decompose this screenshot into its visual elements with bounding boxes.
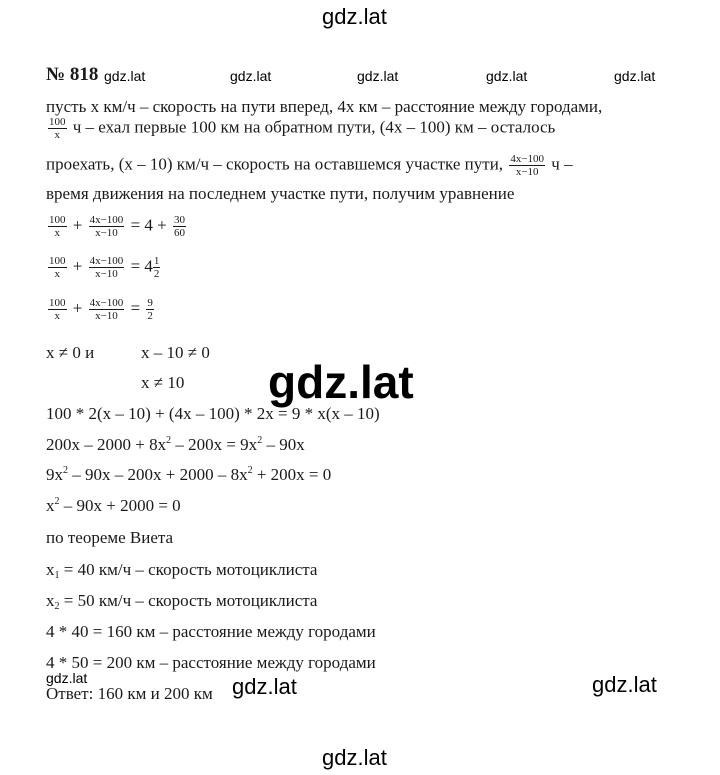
watermark-row-5: gdz.lat: [614, 68, 656, 84]
condition-x-nonzero: x ≠ 0 и: [46, 343, 95, 362]
text-line-1: пусть x км/ч – скорость на пути вперед, 4x км – расстояние между городами,: [46, 97, 603, 116]
watermark-row-1: gdz.lat: [104, 68, 146, 84]
text-line-2: $\frac{100}{x}$ ч – ехал первые 100 км на обратном пути, (4x – 100) км – осталось: [49, 116, 556, 141]
equation-multiplied: 100 * 2(x – 10) + (4x – 100) * 2x = 9 * x(x – 10): [46, 404, 380, 423]
root-x2: $x_2 = 50$ км/ч – скорость мотоциклиста: [46, 591, 318, 612]
equation-quadratic: $x^2 - 90x + 2000 = 0$: [46, 496, 181, 515]
watermark-top: gdz.lat: [322, 4, 387, 29]
watermark-bottom-mid: gdz.lat: [232, 674, 297, 699]
watermark-row-4: gdz.lat: [486, 68, 528, 84]
equation-1: $\frac{100}{x}$ + $\frac{4x-100}{x-10}$ = 4 + $\frac{30}{60}$: [49, 214, 185, 239]
equation-3: $\frac{100}{x}$ + $\frac{4x-100}{x-10}$ = $\frac{9}{2}$: [49, 297, 153, 322]
fraction-100-over-x: $\frac{100}{x}$: [49, 116, 66, 141]
watermark-bottom-right: gdz.lat: [592, 672, 657, 697]
watermark-row-2: gdz.lat: [230, 68, 272, 84]
condition-x-not-10: x ≠ 10: [141, 373, 185, 392]
watermark-bottom-left-small: gdz.lat: [46, 670, 88, 686]
watermark-center: gdz.lat: [268, 356, 414, 408]
watermark-row-3: gdz.lat: [357, 68, 399, 84]
text-line-4: время движения на последнем участке пути, получим уравнение: [46, 184, 515, 203]
vieta-theorem: по теореме Виета: [46, 528, 174, 547]
distance-2: 4 * 50 = 200 км – расстояние между городами: [46, 653, 376, 672]
answer: Ответ: 160 км и 200 км: [46, 684, 213, 703]
watermark-footer: gdz.lat: [322, 745, 387, 770]
equation-2: $\frac{100}{x}$ + $\frac{4x-100}{x-10}$ = 4 $\frac{1}{2}$: [49, 255, 160, 280]
equation-moved: $9x^2 - 90x - 200x + 2000 - 8x^2 + 200x = 0$: [46, 465, 332, 484]
distance-1: 4 * 40 = 160 км – расстояние между городами: [46, 622, 376, 641]
fraction-time-remaining: $\frac{4x-100}{x-10}$: [510, 153, 545, 178]
root-x1: $x_1 = 40$ км/ч – скорость мотоциклиста: [46, 560, 318, 581]
equation-expanded: $200x - 2000 + 8x^2 - 200x = 9x^2 - 90x$: [46, 435, 305, 454]
text-line-3: проехать, (x – 10) км/ч – скорость на оставшемся участке пути, $\frac{4x-100}{x-10}$ ч –: [46, 153, 573, 178]
task-number: № 818: [46, 64, 99, 85]
condition-x-minus-10: x – 10 ≠ 0: [141, 343, 210, 362]
